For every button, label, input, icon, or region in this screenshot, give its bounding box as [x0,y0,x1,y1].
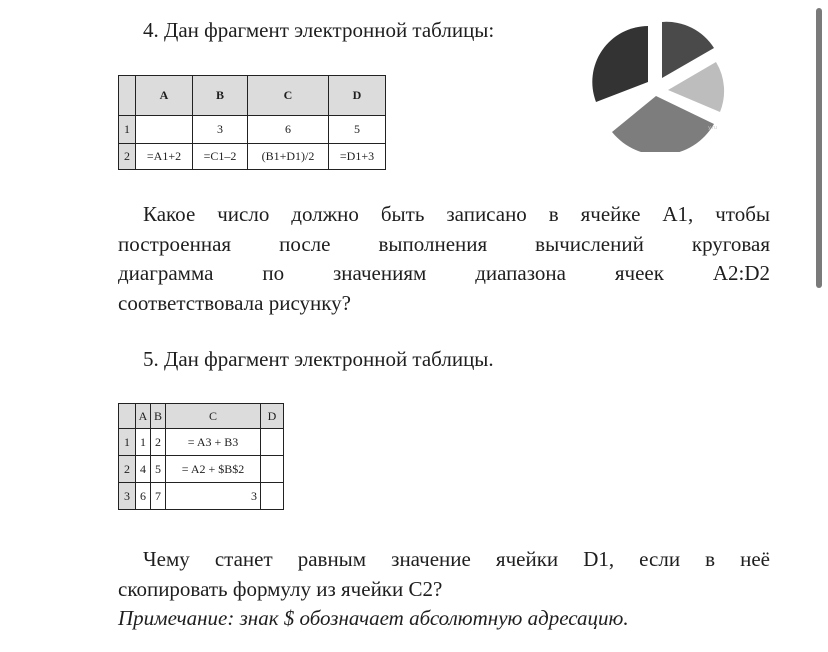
cell-d3 [261,483,284,510]
task5-heading: 5. Дан фрагмент электронной таблицы. [143,347,494,371]
task5-question [118,545,770,634]
cell-d1 [261,429,284,456]
cell-d2 [261,456,284,483]
cell-d1: 5 [329,116,386,144]
cell-c2: = A2 + $B$2 [166,456,261,483]
cell-b3: 7 [151,483,166,510]
task4-question-line-1: Какое число должно быть записано в ячейке А1, чтобы [143,202,770,226]
cell-a2: =A1+2 [136,144,193,170]
corner-cell [119,404,136,429]
task5-question-line-2: скопировать формулу из ячейки С2? [118,576,443,601]
task5-spreadsheet-table [118,403,284,510]
task4-spreadsheet-table [118,75,386,170]
cell-b2: =C1–2 [193,144,248,170]
task4-question-line-3: диаграмма по значениям диапазона ячеек А2:D2 [118,261,770,285]
column-header-a: A [136,404,151,429]
row-number-2: 2 [119,456,136,483]
vertical-scrollbar[interactable] [816,8,822,288]
cell-a2: 4 [136,456,151,483]
cell-c1: = A3 + B3 [166,429,261,456]
column-header-d: D [329,76,386,116]
cell-a1 [136,116,193,144]
cell-c3: 3 [166,483,261,510]
column-header-a: A [136,76,193,116]
pie-slice-dark [592,26,648,102]
column-header-c: C [166,404,261,429]
corner-cell [119,76,136,116]
task5-note: Примечание: знак $ обозначает абсолютную адресацию. [118,606,629,630]
column-header-b: B [193,76,248,116]
cell-a1: 1 [136,429,151,456]
column-header-c: C [248,76,329,116]
column-header-d: D [261,404,284,429]
row-number-1: 1 [119,429,136,456]
column-header-b: B [151,404,166,429]
cell-b1: 3 [193,116,248,144]
task4-question-line-4: соответствовала рисунку? [118,290,351,315]
task4-question [118,200,770,318]
task4-heading: 4. Дан фрагмент электронной таблицы: [143,18,495,42]
row-number-3: 3 [119,483,136,510]
cell-b2: 5 [151,456,166,483]
pie-slice-medium [612,96,714,152]
cell-d2: =D1+3 [329,144,386,170]
cell-c2: (B1+D1)/2 [248,144,329,170]
pie-watermark: y.ru [708,125,718,131]
pie-diagram [590,20,730,152]
cell-a3: 6 [136,483,151,510]
row-number-1: 1 [119,116,136,144]
task4-question-line-2: построенная после выполнения вычислений круговая [118,231,770,256]
task5-question-line-1: Чему станет равным значение ячейки D1, если в неё [143,547,770,571]
row-number-2: 2 [119,144,136,170]
cell-b1: 2 [151,429,166,456]
cell-c1: 6 [248,116,329,144]
